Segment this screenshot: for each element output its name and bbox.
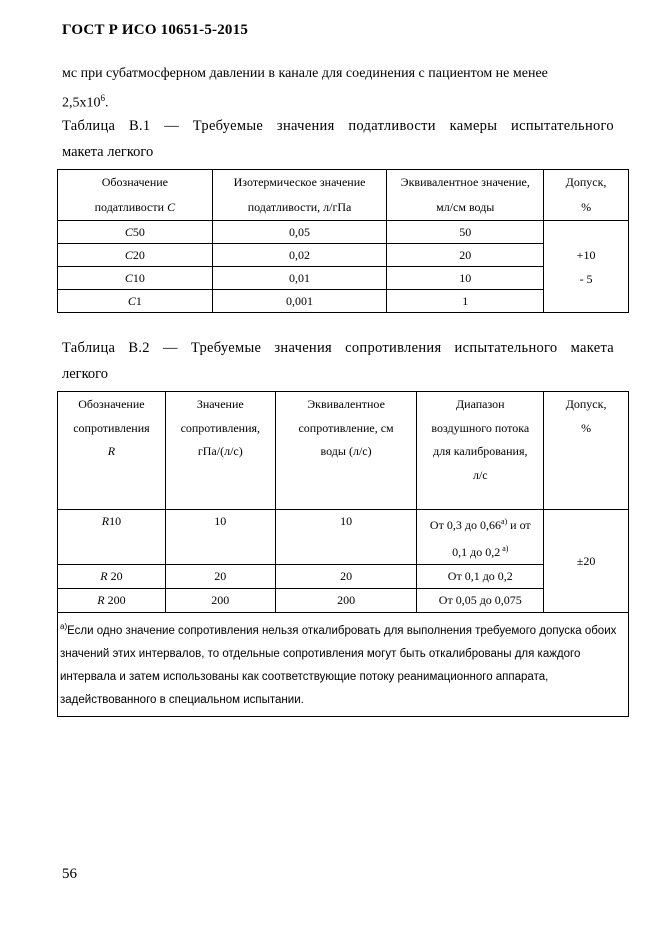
table-header-row	[58, 392, 629, 510]
table-row	[58, 565, 629, 589]
table-header-row	[58, 170, 629, 221]
equivalent-cell: 10	[275, 510, 417, 565]
equivalent-cell: 50	[387, 221, 544, 244]
value-cell: 10	[165, 510, 275, 565]
value-cell: 0,02	[212, 244, 387, 267]
footnote-row	[58, 613, 629, 717]
header-resistance-designation: Обозначение сопротивления R	[58, 392, 166, 510]
table-row	[58, 244, 629, 267]
header-equivalent-value: Эквивалентное значение, мл/см воды	[387, 170, 544, 221]
table2-caption-line2: легкого	[62, 366, 109, 382]
value-cell: 0,001	[212, 290, 387, 313]
header-equivalent-resistance: Эквивалентное сопротивление, см воды (л/с)	[275, 392, 417, 510]
designation-cell: C20	[58, 244, 213, 267]
intro-tail: .	[105, 95, 109, 111]
equivalent-cell: 20	[387, 244, 544, 267]
intro-value: 2,5x10	[62, 95, 101, 111]
table-row	[58, 267, 629, 290]
equivalent-cell: 20	[275, 565, 417, 589]
value-cell: 200	[165, 589, 275, 613]
equivalent-cell: 10	[387, 267, 544, 290]
designation-cell: R10	[58, 510, 166, 565]
header-resistance-value: Значение сопротивления, гПа/(л/с)	[165, 392, 275, 510]
tolerance-cell: ±20	[544, 510, 629, 613]
designation-cell: C1	[58, 290, 213, 313]
designation-cell: C10	[58, 267, 213, 290]
intro-paragraph	[62, 62, 614, 116]
designation-cell: R 20	[58, 565, 166, 589]
table1-caption-line1: Таблица В.1 — Требуемые значения податливости камеры испытательного	[62, 118, 614, 134]
document-header: ГОСТ Р ИСО 10651-5-2015	[62, 22, 249, 38]
table-row	[58, 589, 629, 613]
table2-caption-line1: Таблица В.2 — Требуемые значения сопротивления испытательного макета	[62, 340, 614, 356]
range-cell: От 0,1 до 0,2	[417, 565, 544, 589]
header-isothermal-value: Изотермическое значение податливости, л/гПа	[212, 170, 387, 221]
equivalent-cell: 200	[275, 589, 417, 613]
equivalent-cell: 1	[387, 290, 544, 313]
table-row	[58, 510, 629, 565]
table-row	[58, 221, 629, 244]
intro-text: мс при субатмосферном давлении в канале для соединения с пациентом не менее	[62, 66, 548, 81]
tolerance-cell: +10 - 5	[544, 221, 629, 313]
table-row	[58, 290, 629, 313]
table1-caption-line2: макета легкого	[62, 144, 154, 160]
compliance-table	[57, 169, 629, 313]
value-cell: 20	[165, 565, 275, 589]
header-flow-range: Диапазон воздушного потока для калибрования, л/с	[417, 392, 544, 510]
designation-cell: R 200	[58, 589, 166, 613]
range-cell: От 0,05 до 0,075	[417, 589, 544, 613]
table-footnote: $^{a)}$Если одно значение сопротивления нельзя откалибровать для выполнения требуемого допуска обоих значений этих интервалов, то отдельные сопротивления могут быть откалиброваны для каждого интервала и затем использованы как соответствующие потоку реанимационного аппарата, задействованного в специальном испытании.	[58, 613, 629, 717]
intro-exponent: 6	[100, 93, 105, 103]
page-number: 56	[62, 866, 77, 882]
value-cell: 0,01	[212, 267, 387, 290]
header-tolerance: Допуск, %	[544, 392, 629, 510]
header-compliance-designation: Обозначение податливости C	[58, 170, 213, 221]
resistance-table	[57, 391, 629, 717]
range-cell: От 0,3 до 0,66$^{a)}$ и от 0,1 до 0,2 $^{a)}$	[417, 510, 544, 565]
value-cell: 0,05	[212, 221, 387, 244]
header-tolerance: Допуск, %	[544, 170, 629, 221]
designation-cell: C50	[58, 221, 213, 244]
